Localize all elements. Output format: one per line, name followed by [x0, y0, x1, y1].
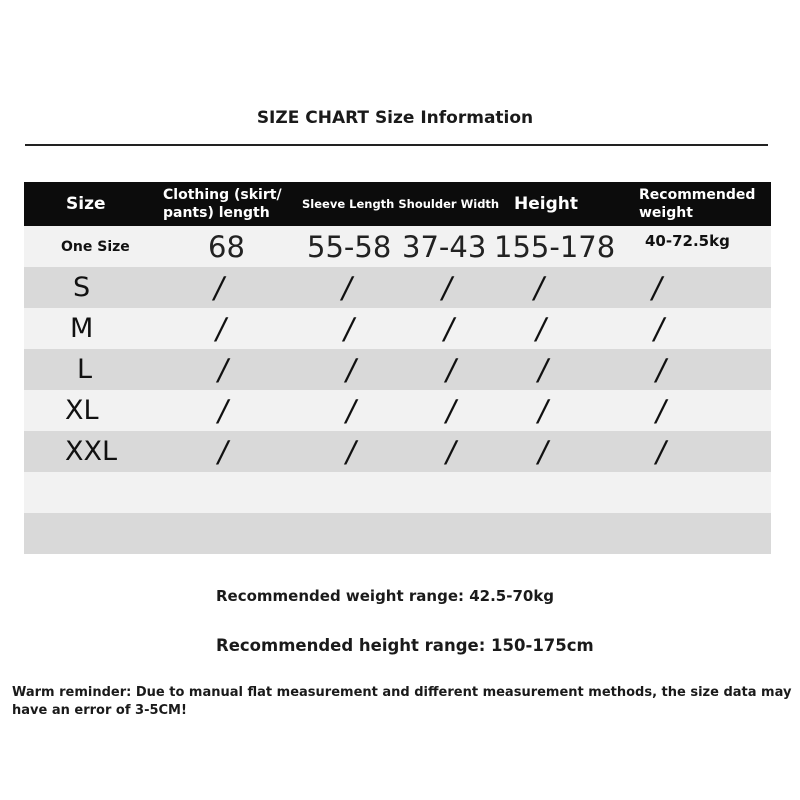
header-sleeve-shoulder: Sleeve Length Shoulder Width — [302, 197, 500, 211]
table-row — [24, 308, 771, 349]
sleeve-value: / — [346, 434, 356, 469]
size-name: XL — [65, 395, 99, 426]
length-value: / — [218, 393, 228, 428]
page-title: SIZE CHART Size Information — [256, 108, 534, 128]
size-name: XXL — [65, 436, 118, 467]
length-value: / — [214, 270, 224, 305]
weight-value: / — [652, 270, 662, 305]
shoulder-value: / — [446, 393, 456, 428]
weight-value: / — [656, 393, 666, 428]
height-range-note: Recommended height range: 150-175cm — [216, 636, 594, 655]
size-name: L — [77, 354, 93, 385]
sleeve-value: / — [344, 311, 354, 346]
sleeve-value: / — [346, 352, 356, 387]
shoulder-value: / — [444, 311, 454, 346]
header-height: Height — [514, 194, 578, 214]
header-recommended-weight: Recommended weight — [639, 187, 756, 221]
length-value: 68 — [208, 229, 245, 264]
table-row — [24, 267, 771, 308]
length-value: / — [218, 352, 228, 387]
empty-row — [24, 513, 771, 554]
table-row-one-size — [24, 226, 771, 267]
shoulder-value: / — [442, 270, 452, 305]
length-value: / — [216, 311, 226, 346]
header-length: Clothing (skirt/ pants) length — [163, 187, 282, 221]
size-name: One Size — [61, 238, 130, 255]
sleeve-value: / — [346, 393, 356, 428]
header-size: Size — [66, 194, 106, 214]
table-header-row — [24, 182, 771, 226]
weight-range-note: Recommended weight range: 42.5-70kg — [216, 587, 555, 605]
height-value: / — [536, 311, 546, 346]
height-value: / — [538, 393, 548, 428]
warm-reminder-note: Warm reminder: Due to manual flat measurement and different measurement methods, the size data may have an error of 3-5CM! — [12, 685, 792, 718]
length-value: / — [218, 434, 228, 469]
weight-value: / — [654, 311, 664, 346]
height-value: / — [534, 270, 544, 305]
table-row — [24, 431, 771, 472]
sleeve-value: 55-58 — [307, 229, 392, 264]
weight-value: 40-72.5kg — [645, 232, 730, 250]
height-value: 155-178 — [494, 229, 616, 264]
table-row — [24, 349, 771, 390]
size-chart-table — [24, 182, 771, 554]
height-value: / — [538, 434, 548, 469]
table-row — [24, 390, 771, 431]
shoulder-value: / — [446, 352, 456, 387]
size-name: M — [70, 313, 94, 344]
shoulder-value: 37-43 — [402, 229, 487, 264]
weight-value: / — [656, 434, 666, 469]
shoulder-value: / — [446, 434, 456, 469]
empty-row — [24, 472, 771, 513]
height-value: / — [538, 352, 548, 387]
sleeve-value: / — [342, 270, 352, 305]
weight-value: / — [656, 352, 666, 387]
size-name: S — [73, 272, 91, 303]
title-divider — [25, 144, 768, 146]
